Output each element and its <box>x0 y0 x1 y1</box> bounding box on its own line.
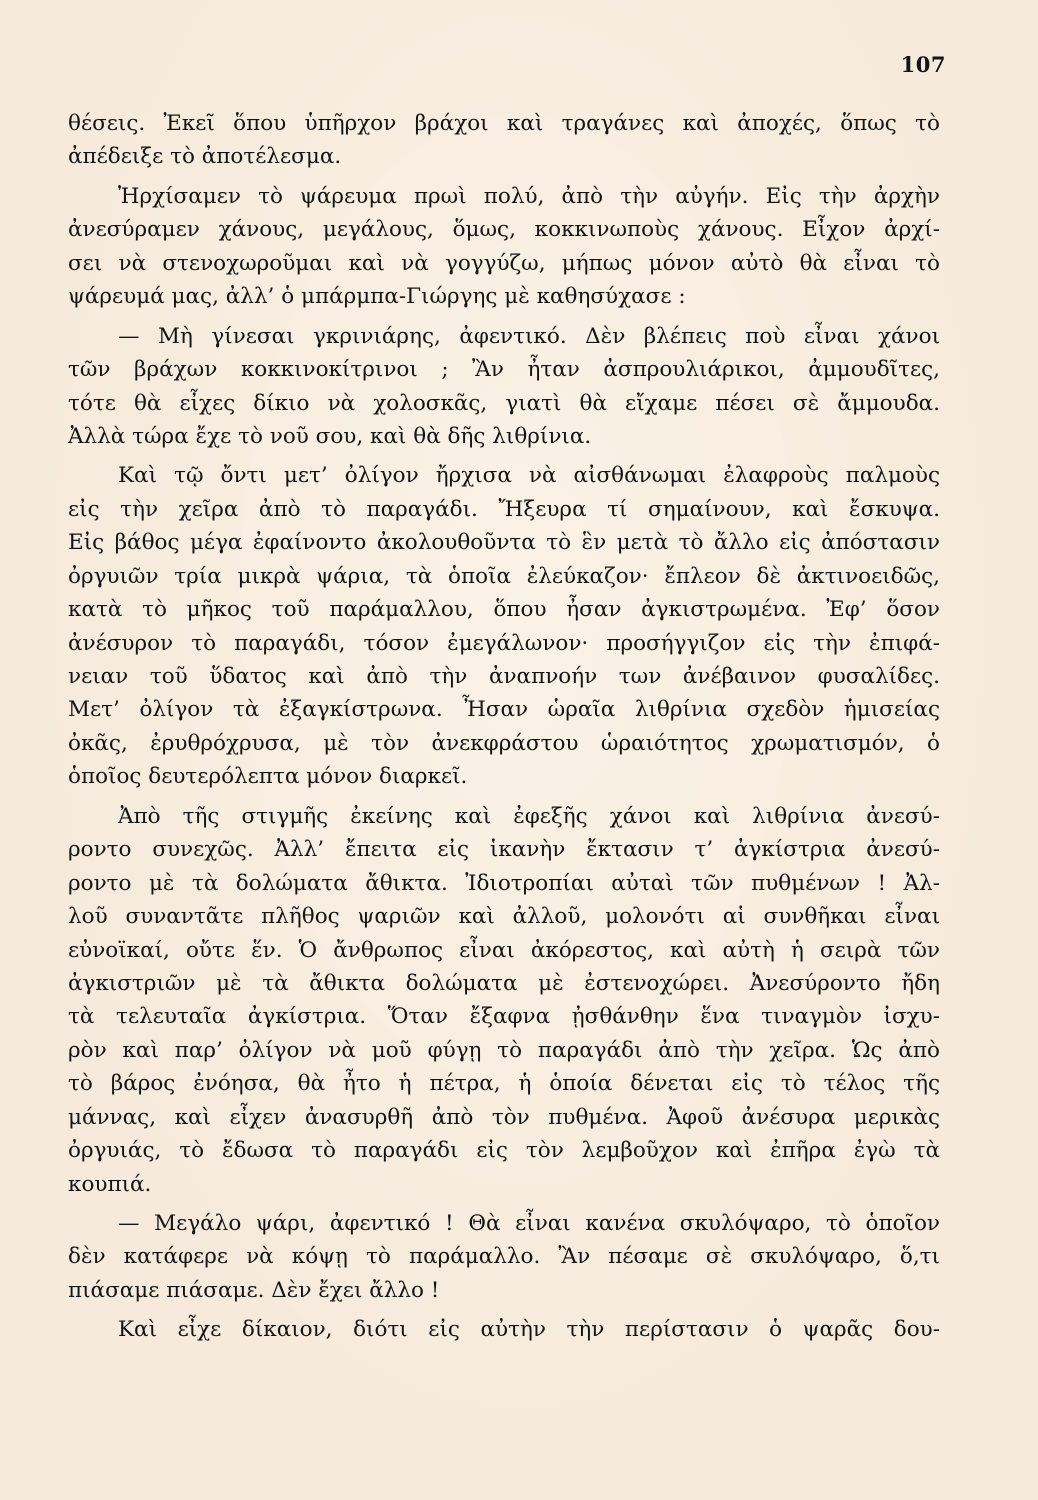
text-line: ὀργυιάς, τὸ ἔδωσα τὸ παραγάδι εἰς τὸν λεμβοῦχον καὶ ἐπῆρα ἐγὼ τὰ <box>68 1138 940 1164</box>
text-line: κουπιά. <box>68 1171 152 1197</box>
text-line: ρὸν καὶ παρ’ ὀλίγον νὰ μοῦ φύγῃ τὸ παραγάδι ἀπὸ τὴν χεῖρα. Ὡς ἀπὸ <box>68 1037 940 1063</box>
text-line: σει νὰ στενοχωροῦμαι καὶ νὰ γογγύζω, μήπως μόνον αὐτὸ θὰ εἶναι τὸ <box>68 250 940 276</box>
text-line: τότε θὰ εἶχες δίκιο νὰ χολοσκᾶς, γιατὶ θὰ εἴχαμε πέσει σὲ ἄμμουδα. <box>68 390 940 416</box>
text-line: εἰς τὴν χεῖρα ἀπὸ τὸ παραγάδι. Ἤξευρα τί σημαίνουν, καὶ ἔσκυψα. <box>68 496 940 522</box>
text-line: κατὰ τὸ μῆκος τοῦ παράμαλλου, ὅπου ἦσαν ἀγκιστρωμένα. Ἐφ’ ὅσον <box>68 597 940 623</box>
text-line: εὐνοϊκαί, οὔτε ἕν. Ὁ ἄνθρωπος εἶναι ἀκόρεστος, καὶ αὐτὴ ἡ σειρὰ τῶν <box>68 937 940 963</box>
text-line: ἀπέδειξε τὸ ἀποτέλεσμα. <box>68 144 342 170</box>
page-number: 107 <box>900 52 946 77</box>
text-line: μάννας, καὶ εἶχεν ἀνασυρθῆ ἀπὸ τὸν πυθμένα. Ἀφοῦ ἀνέσυρα μερικὰς <box>68 1104 940 1130</box>
text-line: δὲν κατάφερε νὰ κόψῃ τὸ παράμαλλο. Ἂν πέσαμε σὲ σκυλόψαρο, ὅ,τι <box>68 1244 940 1270</box>
text-line: ψάρευμά μας, ἀλλ’ ὁ μπάρμπα-Γιώργης μὲ καθησύχασε : <box>68 284 686 310</box>
text-line: ὁποῖος δευτερόλεπτα μόνον διαρκεῖ. <box>68 764 468 790</box>
text-line: ὀργυιῶν τρία μικρὰ ψάρια, τὰ ὁποῖα ἐλεύκαζον· ἔπλεον δὲ ἀκτινοειδῶς, <box>68 563 940 589</box>
text-line: τὸ βάρος ἐνόησα, θὰ ἦτο ἡ πέτρα, ἡ ὁποία δένεται εἰς τὸ τέλος τῆς <box>68 1071 940 1097</box>
text-line: Μετ’ ὀλίγον τὰ ἐξαγκίστρωνα. Ἦσαν ὡραῖα λιθρίνια σχεδὸν ἡμισείας <box>68 697 940 723</box>
text-line: Ἀλλὰ τώρα ἔχε τὸ νοῦ σου, καὶ θὰ δῆς λιθρίνια. <box>68 423 592 449</box>
text-line: θέσεις. Ἐκεῖ ὅπου ὑπῆρχον βράχοι καὶ τραγάνες καὶ ἀποχές, ὅπως τὸ <box>68 111 940 136</box>
text-line: τὰ τελευταῖα ἀγκίστρια. Ὅταν ἔξαφνα ᾐσθάνθην ἕνα τιναγμὸν ἰσχυ- <box>68 1004 940 1030</box>
text-line: Καὶ τῷ ὄντι μετ’ ὀλίγον ἤρχισα νὰ αἰσθάνωμαι ἐλαφροὺς παλμοὺς <box>118 463 940 489</box>
text-line: — Μὴ γίνεσαι γκρινιάρης, ἀφεντικό. Δὲν βλέπεις ποὺ εἶναι χάνοι <box>118 323 940 349</box>
text-line: λοῦ συναντᾶτε πλῆθος ψαριῶν καὶ ἀλλοῦ, μολονότι αἱ συνθῆκαι εἶναι <box>68 904 940 930</box>
text-line: πιάσαμε πιάσαμε. Δὲν ἔχει ἄλλο ! <box>68 1277 440 1303</box>
text-line: Καὶ εἶχε δίκαιον, διότι εἰς αὐτὴν τὴν περίστασιν ὁ ψαρᾶς δου- <box>118 1317 940 1343</box>
text-line: νειαν τοῦ ὕδατος καὶ ἀπὸ τὴν ἀναπνοήν των ἀνέβαινον φυσαλίδες. <box>68 664 940 689</box>
text-line: ὀκᾶς, ἐρυθρόχρυσα, μὲ τὸν ἀνεκφράστου ὡραιότητος χρωματισμόν, ὁ <box>68 730 940 756</box>
text-line: τῶν βράχων κοκκινοκίτρινοι ; Ἂν ἦταν ἀσπρουλιάρικοι, ἀμμουδῖτες, <box>68 357 940 383</box>
body-text <box>68 107 940 1347</box>
text-line: ἀνεσύραμεν χάνους, μεγάλους, ὅμως, κοκκινωποὺς χάνους. Εἶχον ἀρχί- <box>68 217 940 243</box>
text-line: ροντο μὲ τὰ δολώματα ἄθικτα. Ἰδιοτροπίαι αὐταὶ τῶν πυθμένων ! Ἀλ- <box>68 870 940 896</box>
text-line: Ἠρχίσαμεν τὸ ψάρευμα πρωὶ πολύ, ἀπὸ τὴν αὐγήν. Εἰς τὴν ἀρχὴν <box>118 183 940 209</box>
text-line: Ἀπὸ τῆς στιγμῆς ἐκείνης καὶ ἐφεξῆς χάνοι καὶ λιθρίνια ἀνεσύ- <box>118 803 940 829</box>
text-line: ροντο συνεχῶς. Ἀλλ’ ἔπειτα εἰς ἱκανὴν ἔκτασιν τ’ ἀγκίστρια ἀνεσύ- <box>68 837 940 863</box>
text-line: — Μεγάλο ψάρι, ἀφεντικό ! Θὰ εἶναι κανένα σκυλόψαρο, τὸ ὁποῖον <box>118 1211 940 1236</box>
text-line: ἀνέσυρον τὸ παραγάδι, τόσον ἐμεγάλωνον· προσήγγιζον εἰς τὴν ἐπιφά- <box>68 630 940 656</box>
text-line: Εἰς βάθος μέγα ἐφαίνοντο ἀκολουθοῦντα τὸ ἓν μετὰ τὸ ἄλλο εἰς ἀπόστασιν <box>68 530 940 556</box>
text-line: ἀγκιστριῶν μὲ τὰ ἄθικτα δολώματα μὲ ἐστενοχώρει. Ἀνεσύροντο ἤδη <box>68 970 940 996</box>
